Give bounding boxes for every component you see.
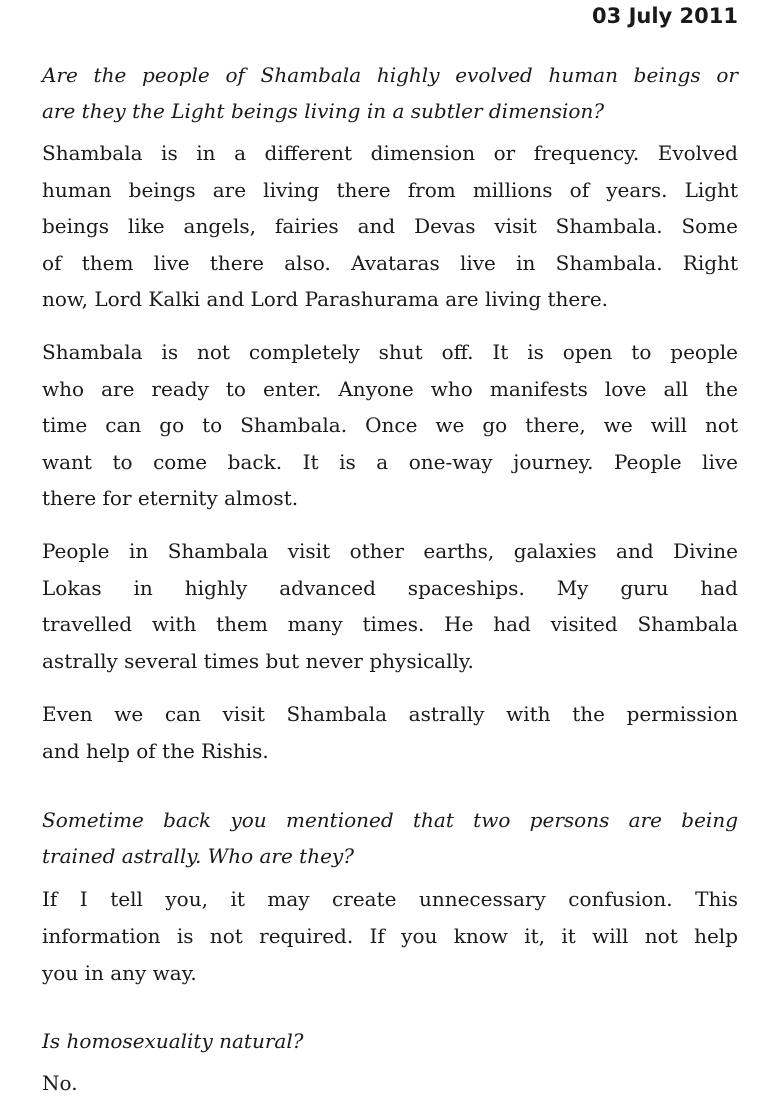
entry-date: 03 July 2011 (592, 4, 738, 28)
answer-3 (42, 1065, 738, 1101)
question-line: Is homosexuality natural? (42, 1029, 304, 1053)
question-1 (42, 57, 738, 129)
answer-line: astrally several times but never physically. (42, 648, 474, 673)
answer-line: of them live there also. Avataras live in Shambala. Right (42, 250, 738, 275)
answer-line: Shambala is in a different dimension or frequency. Evolved (42, 141, 738, 165)
answer-line: and help of the Rishis. (42, 738, 269, 763)
question-line: Sometime back you mentioned that two persons are being (42, 808, 738, 832)
question-line: are they the Light beings living in a subtler dimension? (42, 99, 605, 123)
answer-line: time can go to Shambala. Once we go there, we will not (42, 413, 738, 437)
answer-1-paragraph-3 (42, 533, 738, 679)
answer-line: If I tell you, it may create unnecessary confusion. This (42, 887, 738, 911)
question-3 (42, 1023, 738, 1059)
answer-line: Even we can visit Shambala astrally with the permission (42, 702, 738, 726)
answer-line: you in any way. (42, 961, 197, 985)
answer-line: want to come back. It is a one-way journey. People live (42, 449, 738, 474)
answer-line: there for eternity almost. (42, 486, 299, 510)
answer-1-paragraph-4 (42, 696, 738, 769)
answer-line: beings like angels, fairies and Devas visit Shambala. Some (42, 214, 738, 238)
answer-line: travelled with them many times. He had visited Shambala (42, 612, 738, 636)
answer-line: human beings are living there from millions of years. Light (42, 177, 738, 202)
question-line: Are the people of Shambala highly evolved human beings or (42, 63, 738, 87)
answer-line: Shambala is not completely shut off. It is open to people (42, 340, 738, 364)
answer-1-paragraph-1 (42, 135, 738, 318)
answer-line: People in Shambala visit other earths, galaxies and Divine (42, 539, 738, 563)
answer-1-paragraph-2 (42, 334, 738, 517)
question-2 (42, 802, 738, 874)
question-line: trained astrally. Who are they? (42, 844, 354, 868)
answer-line: who are ready to enter. Anyone who manifests love all the (42, 376, 738, 401)
answer-line: No. (42, 1071, 78, 1095)
answer-line: Lokas in highly advanced spaceships. My guru had (42, 575, 738, 600)
answer-2 (42, 881, 738, 992)
answer-line: information is not required. If you know it, it will not help (42, 924, 738, 948)
answer-line: now, Lord Kalki and Lord Parashurama are living there. (42, 287, 609, 311)
